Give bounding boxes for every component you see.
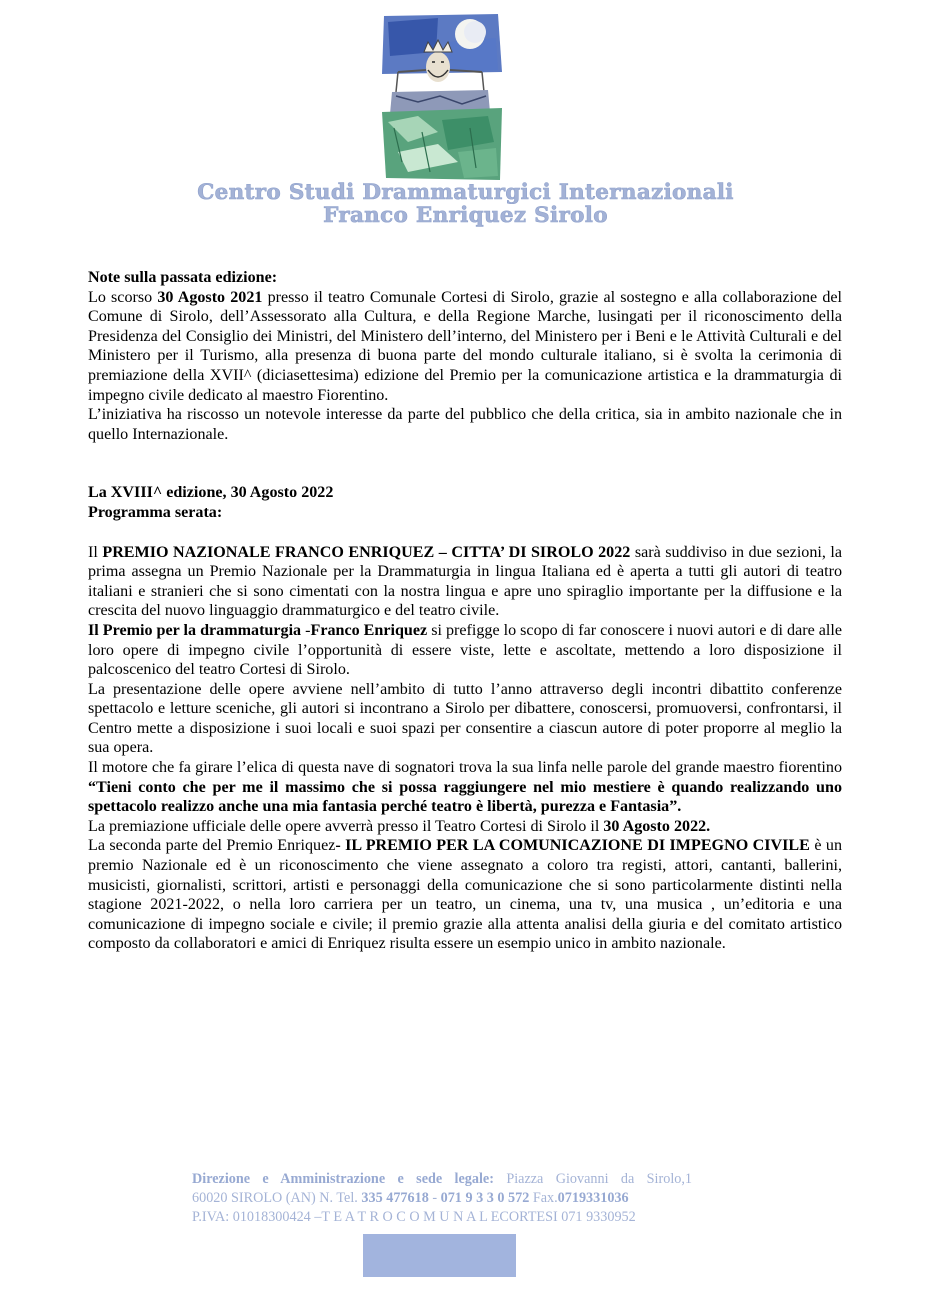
- edition-paragraph-5: La premiazione ufficiale delle opere avverrà presso il Teatro Cortesi di Sirolo il 30 Agosto 2022.: [88, 817, 711, 835]
- edition-paragraph-6: La seconda parte del Premio Enriquez- IL PREMIO PER LA COMUNICAZIONE DI IMPEGNO CIVILE è un premio Nazionale ed è un riconoscimento che viene assegnato a coloro tra registi, attori, cantanti, ballerini, musicisti, giornalisti, scrittori, artisti e personaggi della comunicazione che si sono particolarmente distinti nella stagione 2021-2022, o nella loro carriera per un teatro, un cinema, una tv, una musica , un’editoria e una comunicazione di impegno sociale e civile; il premio grazie alla attenta analisi della giuria e del comitato artistico composto da collaboratori e amici di Enriquez risulta essere un esempio unico in ambito nazionale.: [88, 837, 842, 953]
- logo-illustration: [378, 12, 506, 182]
- footer-line-3: P.IVA: 01018300424 –T E A T R O C O M U N A L ECORTESI 071 9330952: [192, 1209, 636, 1226]
- footer: [192, 1170, 692, 1228]
- logo-title-line2: Franco Enriquez Sirolo: [323, 203, 608, 228]
- edition-paragraph-2: Il Premio per la drammaturgia -Franco Enriquez si prefigge lo scopo di far conoscere i nuovi autori e di dare alle loro opere di impegno civile l’opportunità di essere viste, lette e ascoltate, mettendo a loro disposizione il palcoscenico del teatro Cortesi di Sirolo.: [88, 621, 842, 679]
- program-heading: Programma serata:: [88, 503, 223, 521]
- notes-paragraph-1: Lo scorso 30 Agosto 2021 presso il teatro Comunale Cortesi di Sirolo, grazie al sostegno e alla collaborazione del Comune di Sirolo, dell’Assessorato alla Cultura, e della Regione Marche, lusingati per il riconoscimento della Presidenza del Consiglio dei Ministri, del Ministero dell’interno, del Ministero per i Beni e le Attività Culturali e del Ministero per il Turismo, alla presenza di buona parte del mondo culturale italiano, si è svolta la cerimonia di premiazione della XVII^ (diciasettesima) edizione del Premio per la comunicazione artistica e la drammaturgia di impegno civile dedicato al maestro Fiorentino.: [88, 288, 842, 404]
- logo-title-line1: Centro Studi Drammaturgici Internazionali: [197, 180, 734, 205]
- edition-paragraph-4: Il motore che fa girare l’elica di questa nave di sognatori trova la sua linfa nelle parole del grande maestro fiorentino “Tieni conto che per me il massimo che si possa raggiungere nel mio mestiere è quando realizzando uno spettacolo realizzo anche una mia fantasia perché teatro è libertà, purezza e Fantasia”.: [88, 759, 842, 816]
- edition-paragraph-1: Il PREMIO NAZIONALE FRANCO ENRIQUEZ – CITTA’ DI SIROLO 2022 sarà suddiviso in due sezioni, la prima assegna un Premio Nazionale per la Drammaturgia in lingua Italiana ed è aperta a tutti gli autori di teatro italiani e stranieri che si sono cimentati con la nostra lingua e apre uno spiraglio importante per la diffusione e la crescita del nuovo linguaggio drammaturgico e del teatro civile.: [88, 543, 843, 620]
- footer-line-1: Direzione e Amministrazione e sede legale: Piazza Giovanni da Sirolo,1: [192, 1171, 692, 1187]
- footer-line-2: 60020 SIROLO (AN) N. Tel. 335 477618 - 071 9 3 3 0 572 Fax.0719331036: [192, 1190, 629, 1207]
- edition-paragraph-3: La presentazione delle opere avviene nell’ambito di tutto l’anno attraverso degli incontri dibattito conferenze spettacolo e letture sceniche, gli autori si incontrano a Sirolo per dibattere, conoscersi, promuoversi, confrontarsi, il Centro mette a disposizione i suoi locali e suoi spazi per consentire a ciascun autore di poter proporre al meglio la sua opera.: [88, 680, 842, 757]
- document-body: [88, 268, 842, 954]
- notes-heading: Note sulla passata edizione:: [88, 269, 278, 286]
- footer-color-block: [363, 1234, 516, 1277]
- edition-heading: La XVIII^ edizione, 30 Agosto 2022: [88, 484, 334, 502]
- notes-paragraph-2: L’iniziativa ha riscosso un notevole interesse da parte del pubblico che della critica, sia in ambito nazionale che in quello Internazionale.: [88, 406, 842, 443]
